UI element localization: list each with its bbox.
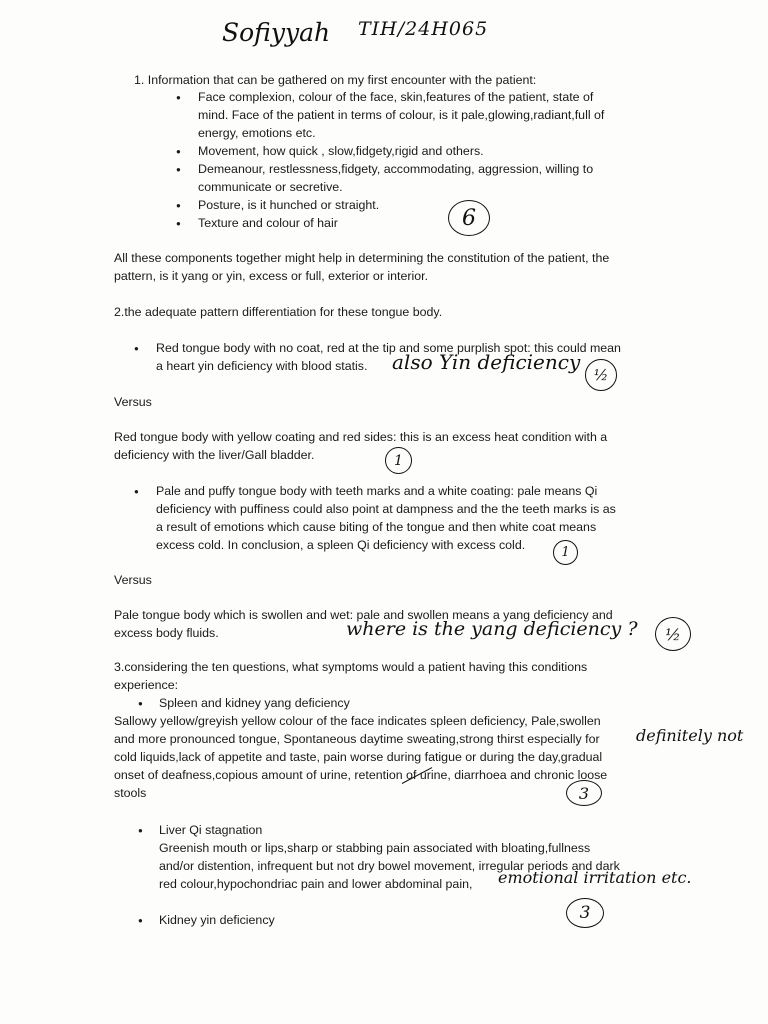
s3-bullet2-line3: red colour,hypochondriac pain and lower abdominal pain, <box>159 877 473 891</box>
score-circle: 1 <box>385 447 412 474</box>
s2-bullet1-line1: Red tongue body with no coat, red at the tip and some purplish spot: this could mean <box>156 341 621 355</box>
s3-bullet1-title: Spleen and kidney yang deficiency <box>159 696 350 710</box>
versus-label: Versus <box>114 573 152 587</box>
score-circle: ½ <box>585 359 617 391</box>
s1-summary-line1: All these components together might help in determining the constitution of the patient, the <box>114 251 610 265</box>
versus-label: Versus <box>114 395 152 409</box>
bullet-glyph: ● <box>176 93 181 102</box>
bullet-glyph: ● <box>176 165 181 174</box>
bullet-glyph: ● <box>138 916 143 925</box>
s3-bullet1-line5: stools <box>114 786 147 800</box>
s1-bullet2: Movement, how quick , slow,fidgety,rigid and others. <box>198 144 484 158</box>
s2-bullet2-line1: Pale and puffy tongue body with teeth marks and a white coating: pale means Qi <box>156 484 598 498</box>
handwritten-note: where is the yang deficiency ? <box>346 618 638 640</box>
s2-bullet2-line4: excess cold. In conclusion, a spleen Qi deficiency with excess cold. <box>156 538 526 552</box>
s1-bullet5: Texture and colour of hair <box>198 216 338 230</box>
score-circle: 3 <box>566 898 604 928</box>
bullet-glyph: ● <box>134 487 139 496</box>
s3-bullet2-line2: and/or distention, infrequent but not dry bowel movement, irregular periods and dark <box>159 859 620 873</box>
handwritten-id: TIH/24H065 <box>358 18 489 40</box>
s3-bullet1-line3: cold liquids,lack of appetite and taste, pain worse during fatigue or during the day,gradual <box>114 750 603 764</box>
s2-bullet2-line2: deficiency with puffiness could also point at dampness and the the teeth marks is as <box>156 502 616 516</box>
s3-bullet1-line1: Sallowy yellow/greyish yellow colour of the face indicates spleen deficiency, Pale,swollen <box>114 714 601 728</box>
handwritten-name: Sofiyyah <box>222 18 331 47</box>
section3-heading-line2: experience: <box>114 678 179 692</box>
bullet-glyph: ● <box>176 201 181 210</box>
s2-para2-line2: excess body fluids. <box>114 626 219 640</box>
s3-bullet1-line4: onset of deafness,copious amount of urine, retention of urine, diarrhoea and chronic loose <box>114 768 608 782</box>
s1-bullet1-line3: energy, emotions etc. <box>198 126 316 140</box>
s1-summary-line2: pattern, is it yang or yin, excess or full, exterior or interior. <box>114 269 429 283</box>
handwritten-note: emotional irritation etc. <box>498 868 692 887</box>
s3-bullet2-title: Liver Qi stagnation <box>159 823 263 837</box>
score-circle: 6 <box>448 200 490 236</box>
score-circle: ½ <box>655 617 691 651</box>
section1-heading: 1. Information that can be gathered on my first encounter with the patient: <box>134 73 537 87</box>
bullet-glyph: ● <box>138 699 143 708</box>
bullet-glyph: ● <box>176 219 181 228</box>
s2-bullet1-line2: a heart yin deficiency with blood statis. <box>156 359 368 373</box>
section2-heading: 2.the adequate pattern differentiation for these tongue body. <box>114 305 443 319</box>
s2-para1-line1: Red tongue body with yellow coating and red sides: this is an excess heat condition with a <box>114 430 608 444</box>
s1-bullet4: Posture, is it hunched or straight. <box>198 198 380 212</box>
s1-bullet3-line1: Demeanour, restlessness,fidgety, accommodating, aggression, willing to <box>198 162 594 176</box>
s1-bullet1-line2: mind. Face of the patient in terms of colour, is it pale,glowing,radiant,full of <box>198 108 605 122</box>
handwritten-note: definitely not <box>636 726 744 745</box>
bullet-glyph: ● <box>134 344 139 353</box>
handwritten-note: also Yin deficiency <box>392 350 581 374</box>
bullet-glyph: ● <box>176 147 181 156</box>
s2-para2-line1: Pale tongue body which is swollen and wet: pale and swollen means a yang deficiency and <box>114 608 613 622</box>
s2-bullet2-line3: a result of emotions which cause biting of the tongue and then white coat means <box>156 520 597 534</box>
s1-bullet1-line1: Face complexion, colour of the face, skin,features of the patient, state of <box>198 90 594 104</box>
s3-bullet3-title: Kidney yin deficiency <box>159 913 275 927</box>
s1-bullet3-line2: communicate or secretive. <box>198 180 343 194</box>
s3-bullet2-line1: Greenish mouth or lips,sharp or stabbing pain associated with bloating,fullness <box>159 841 591 855</box>
score-circle: 1 <box>553 540 578 565</box>
section3-heading-line1: 3.considering the ten questions, what symptoms would a patient having this conditions <box>114 660 588 674</box>
s2-para1-line2: deficiency with the liver/Gall bladder. <box>114 448 315 462</box>
bullet-glyph: ● <box>138 826 143 835</box>
s3-bullet1-line2: and more pronounced tongue, Spontaneous daytime sweating,strong thirst especially for <box>114 732 600 746</box>
score-circle: 3 <box>566 780 602 806</box>
